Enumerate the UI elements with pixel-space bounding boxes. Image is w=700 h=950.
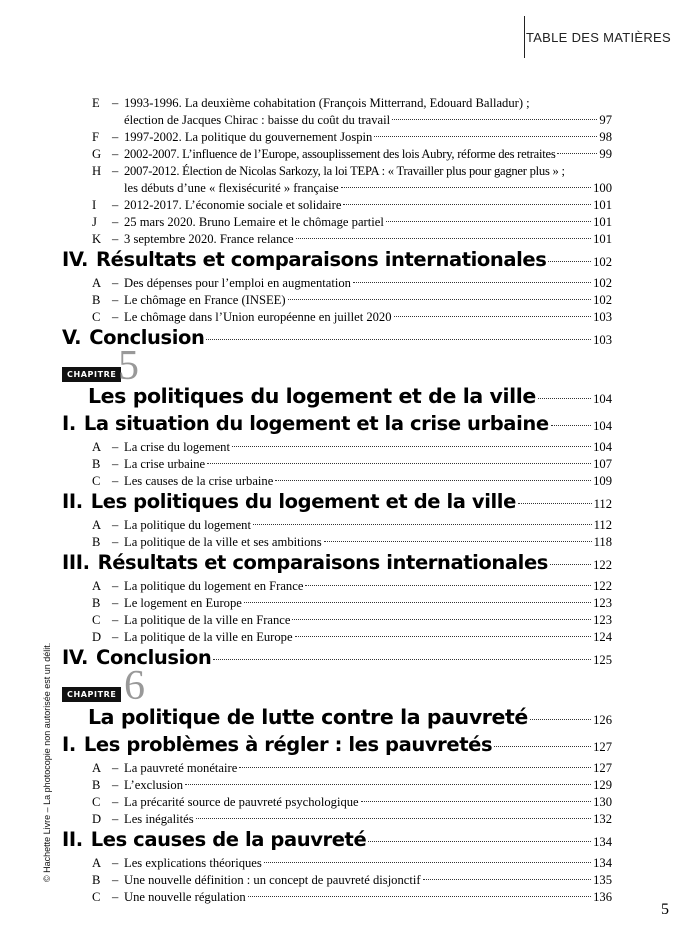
- entry-letter: B: [92, 596, 101, 610]
- chapter-page: 126: [593, 713, 612, 727]
- entry-letter: A: [92, 276, 102, 290]
- dot-leader: [361, 801, 591, 802]
- entry-dash: –: [112, 215, 119, 229]
- section-number: IV.: [62, 646, 89, 669]
- entry-dash: –: [112, 474, 119, 488]
- section-number: I.: [62, 412, 76, 435]
- entry-page: 112: [593, 518, 612, 532]
- running-header: TABLE DES MATIÈRES: [525, 30, 671, 45]
- toc-entry-ii-a[interactable]: [92, 856, 612, 873]
- entry-text: La politique du logement en France: [124, 579, 304, 593]
- section-title: Résultats et comparaisons internationales: [97, 551, 548, 574]
- dot-leader: [305, 585, 591, 586]
- toc-entry-ii-b[interactable]: [92, 535, 612, 552]
- page-number: 5: [661, 901, 669, 918]
- entry-text: Le chômage en France (INSEE): [124, 293, 286, 307]
- copyright-notice: © Hachette Livre – La photocopie non autorisée est un délit.: [42, 642, 52, 882]
- entry-dash: –: [112, 630, 119, 644]
- dot-leader: [207, 463, 591, 464]
- toc-entry-iii-c[interactable]: [92, 613, 612, 630]
- section-page: 104: [593, 419, 612, 433]
- dot-leader: [341, 187, 591, 188]
- toc-entry-k[interactable]: [92, 232, 612, 249]
- entry-page: 124: [593, 630, 612, 644]
- toc-entry-h[interactable]: [92, 164, 612, 181]
- toc-entry-ii-b[interactable]: [92, 873, 612, 890]
- entry-text: La crise urbaine: [124, 457, 206, 471]
- toc-entry-i-b[interactable]: [92, 778, 612, 795]
- entry-page: 127: [593, 761, 612, 775]
- dot-leader: [275, 480, 591, 481]
- toc-entry-iii-b[interactable]: [92, 596, 612, 613]
- toc-entry-i-c[interactable]: [92, 795, 612, 812]
- entry-page: 118: [593, 535, 612, 549]
- toc-entry-ii-c[interactable]: [92, 890, 612, 907]
- entry-letter: B: [92, 457, 101, 471]
- toc-section-i[interactable]: [62, 733, 612, 759]
- dot-leader: [530, 719, 591, 720]
- entry-letter: K: [92, 232, 102, 246]
- entry-dash: –: [112, 873, 119, 887]
- toc-entry-f[interactable]: [92, 130, 612, 147]
- entry-letter: B: [92, 873, 101, 887]
- dot-leader: [185, 784, 591, 785]
- dot-leader: [253, 524, 592, 525]
- entry-text: élection de Jacques Chirac : baisse du coût du travail: [124, 113, 391, 127]
- entry-dash: –: [112, 761, 119, 775]
- toc-section-iii[interactable]: [62, 551, 612, 577]
- entry-page: 98: [599, 130, 612, 144]
- dot-leader: [494, 746, 591, 747]
- section-page: 102: [593, 255, 612, 269]
- entry-page: 104: [593, 440, 612, 454]
- entry-page: 101: [593, 232, 612, 246]
- entry-letter: A: [92, 518, 102, 532]
- toc-entry-iv-c[interactable]: [92, 310, 612, 327]
- dot-leader: [368, 841, 591, 842]
- entry-text: La politique de la ville en France: [124, 613, 291, 627]
- dot-leader: [213, 659, 591, 660]
- toc-entry-e[interactable]: [92, 96, 612, 113]
- entry-page: 109: [593, 474, 612, 488]
- dot-leader: [353, 282, 591, 283]
- entry-text: Des dépenses pour l’emploi en augmentation: [124, 276, 351, 290]
- entry-letter: C: [92, 474, 101, 488]
- entry-letter: C: [92, 310, 101, 324]
- dot-leader: [248, 896, 591, 897]
- dot-leader: [423, 879, 592, 880]
- toc-section-ii[interactable]: [62, 828, 612, 854]
- toc-entry-i-a[interactable]: [92, 761, 612, 778]
- toc-entry-iv-a[interactable]: [92, 276, 612, 293]
- dot-leader: [295, 636, 592, 637]
- entry-letter: B: [92, 535, 101, 549]
- entry-page: 103: [593, 310, 612, 324]
- dot-leader: [538, 398, 591, 399]
- entry-text: La politique du logement: [124, 518, 251, 532]
- section-page: 127: [593, 740, 612, 754]
- entry-letter: E: [92, 96, 100, 110]
- section-number: II.: [62, 490, 83, 513]
- dot-leader: [296, 238, 592, 239]
- entry-dash: –: [112, 535, 119, 549]
- dot-leader: [196, 818, 592, 819]
- toc-entry-e-continued[interactable]: [92, 113, 612, 130]
- dot-leader: [239, 767, 591, 768]
- toc-section-iv[interactable]: [62, 248, 612, 274]
- section-title: Conclusion: [96, 646, 212, 669]
- entry-dash: –: [112, 232, 119, 246]
- entry-page: 123: [593, 596, 612, 610]
- entry-letter: J: [92, 215, 97, 229]
- entry-page: 100: [593, 181, 612, 195]
- dot-leader: [232, 446, 591, 447]
- entry-text: La pauvreté monétaire: [124, 761, 238, 775]
- dot-leader: [264, 862, 591, 863]
- entry-page: 102: [593, 276, 612, 290]
- toc-entry-i-b[interactable]: [92, 457, 612, 474]
- section-number: V.: [62, 326, 82, 349]
- dot-leader: [548, 261, 591, 262]
- chapter-label: CHAPITRE: [62, 687, 121, 702]
- toc-entry-iii-d[interactable]: [92, 630, 612, 647]
- dot-leader: [386, 221, 591, 222]
- entry-dash: –: [112, 310, 119, 324]
- dot-leader: [557, 153, 597, 154]
- entry-page: 102: [593, 293, 612, 307]
- dot-leader: [206, 339, 591, 340]
- section-title: Les problèmes à régler : les pauvretés: [83, 733, 493, 756]
- entry-dash: –: [112, 457, 119, 471]
- section-title: Résultats et comparaisons internationales: [96, 248, 547, 271]
- section-number: III.: [62, 551, 90, 574]
- entry-dash: –: [112, 856, 119, 870]
- entry-page: 99: [599, 147, 612, 161]
- dot-leader: [324, 541, 592, 542]
- entry-letter: B: [92, 293, 101, 307]
- entry-dash: –: [112, 147, 119, 161]
- entry-page: 134: [593, 856, 612, 870]
- section-number: I.: [62, 733, 76, 756]
- dot-leader: [244, 602, 591, 603]
- entry-dash: –: [112, 96, 119, 110]
- entry-letter: I: [92, 198, 97, 212]
- entry-text: Les inégalités: [124, 812, 194, 826]
- chapter-title: La politique de lutte contre la pauvreté: [88, 705, 528, 729]
- section-page: 112: [593, 497, 612, 511]
- entry-letter: D: [92, 812, 102, 826]
- entry-page: 130: [593, 795, 612, 809]
- entry-letter: A: [92, 761, 102, 775]
- entry-letter: B: [92, 778, 101, 792]
- entry-page: 135: [593, 873, 612, 887]
- entry-page: 101: [593, 198, 612, 212]
- entry-letter: D: [92, 630, 102, 644]
- dot-leader: [374, 136, 597, 137]
- entry-text: 1997-2002. La politique du gouvernement Jospin: [124, 130, 373, 144]
- section-page: 125: [593, 653, 612, 667]
- entry-letter: C: [92, 890, 101, 904]
- entry-text: La crise du logement: [124, 440, 230, 454]
- dot-leader: [550, 564, 591, 565]
- entry-dash: –: [112, 812, 119, 826]
- chapter-label: CHAPITRE: [62, 367, 121, 382]
- section-page: 134: [593, 835, 612, 849]
- entry-text: 2002-2007. L’influence de l’Europe, assouplissement des lois Aubry, réforme des retraites: [124, 147, 556, 161]
- entry-letter: C: [92, 795, 101, 809]
- toc-entry-ii-a[interactable]: [92, 518, 612, 535]
- entry-text: La politique de la ville et ses ambitions: [124, 535, 322, 549]
- entry-text: Les explications théoriques: [124, 856, 262, 870]
- section-title: Les politiques du logement et de la ville: [90, 490, 516, 513]
- toc-entry-h-continued[interactable]: [92, 181, 612, 198]
- entry-letter: A: [92, 579, 102, 593]
- dot-leader: [292, 619, 591, 620]
- entry-dash: –: [112, 276, 119, 290]
- toc-entry-i-a[interactable]: [92, 440, 612, 457]
- entry-dash: –: [112, 579, 119, 593]
- toc-entry-j[interactable]: [92, 215, 612, 232]
- section-page: 122: [593, 558, 612, 572]
- toc-entry-i-d[interactable]: [92, 812, 612, 829]
- entry-dash: –: [112, 518, 119, 532]
- entry-letter: G: [92, 147, 102, 161]
- entry-page: 122: [593, 579, 612, 593]
- entry-text: 3 septembre 2020. France relance: [124, 232, 294, 246]
- dot-leader: [288, 299, 592, 300]
- toc-section-i[interactable]: [62, 412, 612, 438]
- entry-text: 2012-2017. L’économie sociale et solidaire: [124, 198, 342, 212]
- entry-dash: –: [112, 778, 119, 792]
- toc-chapter-6[interactable]: [88, 705, 612, 733]
- section-title: La situation du logement et la crise urbaine: [83, 412, 549, 435]
- toc-entry-iii-a[interactable]: [92, 579, 612, 596]
- entry-page: 132: [593, 812, 612, 826]
- chapter-title: Les politiques du logement et de la ville: [88, 384, 536, 408]
- entry-text: L’exclusion: [124, 778, 183, 792]
- toc-entry-i[interactable]: [92, 198, 612, 215]
- entry-dash: –: [112, 440, 119, 454]
- entry-text: 25 mars 2020. Bruno Lemaire et le chômage partiel: [124, 215, 384, 229]
- copyright-sidebar: [29, 612, 52, 882]
- entry-text: La politique de la ville en Europe: [124, 630, 293, 644]
- toc-chapter-5[interactable]: [88, 384, 612, 412]
- entry-text: Le logement en Europe: [124, 596, 242, 610]
- entry-text: les débuts d’une « flexisécurité » française: [124, 181, 339, 195]
- entry-dash: –: [112, 795, 119, 809]
- dot-leader: [551, 425, 591, 426]
- entry-dash: –: [112, 130, 119, 144]
- chapter-number: 6: [124, 663, 145, 709]
- dot-leader: [518, 503, 592, 504]
- entry-letter: A: [92, 856, 102, 870]
- entry-text: Une nouvelle régulation: [124, 890, 246, 904]
- entry-letter: H: [92, 164, 102, 178]
- header-divider: [524, 16, 525, 58]
- toc-entry-i-c[interactable]: [92, 474, 612, 491]
- section-title: Les causes de la pauvreté: [90, 828, 367, 851]
- toc-section-v[interactable]: [62, 326, 612, 352]
- chapter-page: 104: [593, 392, 612, 406]
- toc-entry-g[interactable]: [92, 147, 612, 164]
- entry-page: 97: [599, 113, 612, 127]
- section-number: II.: [62, 828, 83, 851]
- entry-dash: –: [112, 613, 119, 627]
- entry-text: Le chômage dans l’Union européenne en juillet 2020: [124, 310, 392, 324]
- section-page: 103: [593, 333, 612, 347]
- entry-text: 2007-2012. Élection de Nicolas Sarkozy, la loi TEPA : « Travailler plus pour gagner plus » ;: [124, 164, 565, 178]
- entry-dash: –: [112, 596, 119, 610]
- entry-text: 1993-1996. La deuxième cohabitation (François Mitterrand, Edouard Balladur) ;: [124, 96, 530, 110]
- entry-text: Les causes de la crise urbaine: [124, 474, 274, 488]
- toc-section-ii[interactable]: [62, 490, 612, 516]
- entry-dash: –: [112, 164, 119, 178]
- section-title: Conclusion: [89, 326, 205, 349]
- entry-page: 101: [593, 215, 612, 229]
- dot-leader: [394, 316, 592, 317]
- entry-dash: –: [112, 198, 119, 212]
- chapter-number: 5: [118, 343, 139, 389]
- entry-letter: A: [92, 440, 102, 454]
- entry-dash: –: [112, 293, 119, 307]
- entry-page: 129: [593, 778, 612, 792]
- toc-entry-iv-b[interactable]: [92, 293, 612, 310]
- section-number: IV.: [62, 248, 89, 271]
- entry-page: 123: [593, 613, 612, 627]
- entry-text: Une nouvelle définition : un concept de pauvreté disjonctif: [124, 873, 421, 887]
- entry-page: 136: [593, 890, 612, 904]
- dot-leader: [392, 119, 597, 120]
- entry-page: 107: [593, 457, 612, 471]
- entry-letter: C: [92, 613, 101, 627]
- dot-leader: [343, 204, 591, 205]
- entry-dash: –: [112, 890, 119, 904]
- entry-letter: F: [92, 130, 100, 144]
- entry-text: La précarité source de pauvreté psychologique: [124, 795, 359, 809]
